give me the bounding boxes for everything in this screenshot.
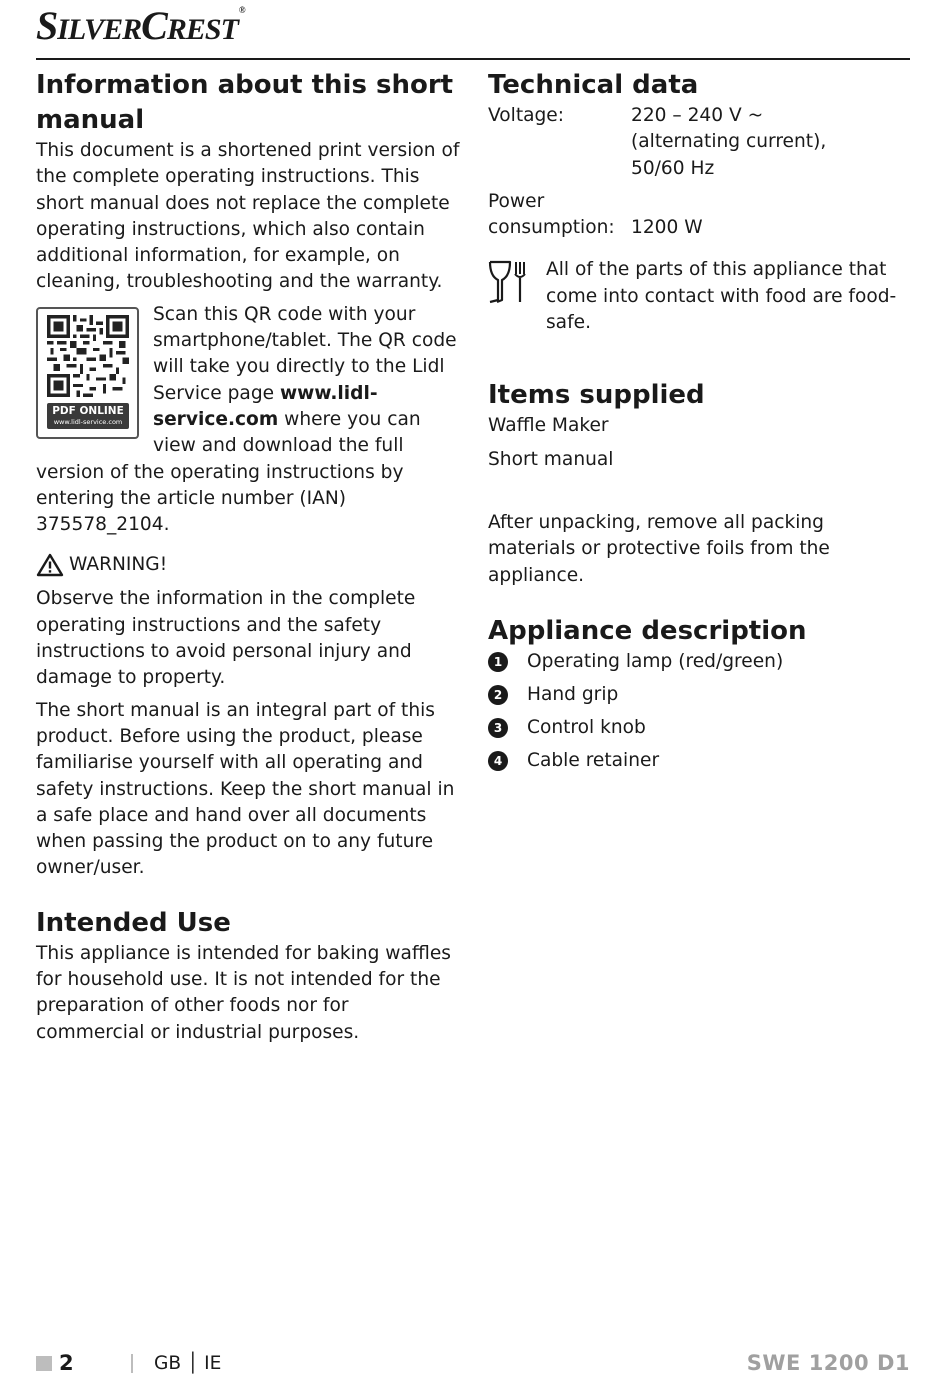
- part-label: Control knob: [527, 717, 646, 739]
- power-label-line1: Power: [488, 190, 545, 212]
- lidl-service-link[interactable]: www.lidl-service.com: [153, 382, 378, 430]
- after-unpacking-text: After unpacking, remove all packing materials or protective foils from the appliance.: [488, 511, 830, 586]
- warning-heading: [36, 552, 462, 578]
- footer-square-marker: [36, 1356, 52, 1371]
- intended-use-text: This appliance is intended for baking waffles for household use. It is not intended for the preparation of other foods nor for commercial or industrial purposes.: [36, 942, 451, 1043]
- part-label: Hand grip: [527, 684, 619, 706]
- list-item: [488, 748, 910, 774]
- power-value-text: 1200 W: [631, 217, 703, 239]
- info-heading: Information about this short manual: [36, 70, 454, 135]
- pdf-online-badge: [47, 403, 129, 429]
- part-number-badge: 2: [488, 685, 508, 705]
- power-label-line2: consumption:: [488, 217, 615, 239]
- voltage-row: [488, 103, 910, 182]
- country-codes: GB │ IE: [154, 1353, 222, 1374]
- voltage-label: Voltage:: [488, 105, 565, 126]
- technical-data-heading: Technical data: [488, 70, 699, 100]
- warning-triangle-icon: [36, 553, 64, 577]
- food-safe-icon: [488, 260, 530, 306]
- list-item: [488, 682, 910, 708]
- power-row: [488, 189, 910, 242]
- logo-letters: REST: [166, 13, 238, 46]
- power-label: [488, 189, 631, 242]
- food-safe-text: All of the parts of this appliance that come into contact with food are food-safe.: [546, 259, 897, 334]
- part-number-badge: 1: [488, 652, 508, 672]
- list-item: Short manual: [488, 448, 614, 470]
- items-supplied-list: [488, 413, 910, 473]
- qr-section: [36, 302, 462, 539]
- part-label: Operating lamp (red/green): [527, 651, 784, 673]
- logo-letter: S: [36, 3, 58, 48]
- integral-part-text: The short manual is an integral part of this product. Before using the product, please familiarise yourself with all operating and safety instructions. Keep the short manual in a safe place and hand over all documents when passing the product on to any future owner/user.: [36, 699, 455, 879]
- qr-text-start: Scan this QR code with your smartphone/tablet. The QR code will take you directly to the Lidl Service page: [153, 303, 457, 404]
- left-column: [36, 68, 462, 1046]
- page-header: [36, 0, 910, 60]
- items-supplied-heading: Items supplied: [488, 380, 705, 411]
- intended-use-heading: Intended Use: [36, 907, 231, 938]
- page-number: 2: [59, 1351, 74, 1375]
- voltage-range: 220 – 240 V ~: [631, 105, 764, 126]
- part-label: Cable retainer: [527, 750, 660, 772]
- logo-letters: ILVER: [57, 13, 142, 46]
- list-item: [488, 649, 910, 675]
- page-footer: [36, 1350, 910, 1375]
- part-number-badge: 3: [488, 718, 508, 738]
- qr-code[interactable]: [36, 307, 139, 439]
- food-safe-note: [488, 257, 910, 336]
- right-column: [488, 68, 910, 781]
- voltage-frequency: 50/60 Hz: [631, 157, 715, 179]
- pdf-online-label: PDF ONLINE: [52, 404, 124, 417]
- power-value: [631, 189, 910, 242]
- list-item: [488, 715, 910, 741]
- qr-text-end: where you can view and download the full version of the operating instructions by entering the article number (IAN) 375578_2104.: [36, 408, 421, 536]
- warning-label: WARNING!: [69, 554, 168, 576]
- info-intro: This document is a shortened print version of the complete operating instructions. This short manual does not replace the complete operating instructions, which also contain additional information, for example, on cleaning, troubleshooting and the warranty.: [36, 140, 460, 293]
- voltage-type: (alternating current),: [631, 131, 827, 153]
- logo-letter: C: [141, 3, 167, 48]
- silvercrest-logo: [36, 3, 245, 48]
- footer-divider: [131, 1354, 133, 1373]
- registered-mark: ®: [238, 5, 245, 15]
- appliance-parts-list: [488, 649, 910, 774]
- model-number: SWE 1200 D1: [746, 1351, 910, 1375]
- appliance-description-heading: Appliance description: [488, 615, 807, 646]
- list-item: Waffle Maker: [488, 415, 609, 437]
- warning-text: Observe the information in the complete operating instructions and the safety instructions to avoid personal injury and damage to property.: [36, 588, 416, 689]
- part-number-badge: 4: [488, 751, 508, 771]
- qr-code-icon: [47, 315, 129, 397]
- pdf-online-url: www.lidl-service.com: [53, 417, 123, 426]
- voltage-value: [631, 103, 910, 182]
